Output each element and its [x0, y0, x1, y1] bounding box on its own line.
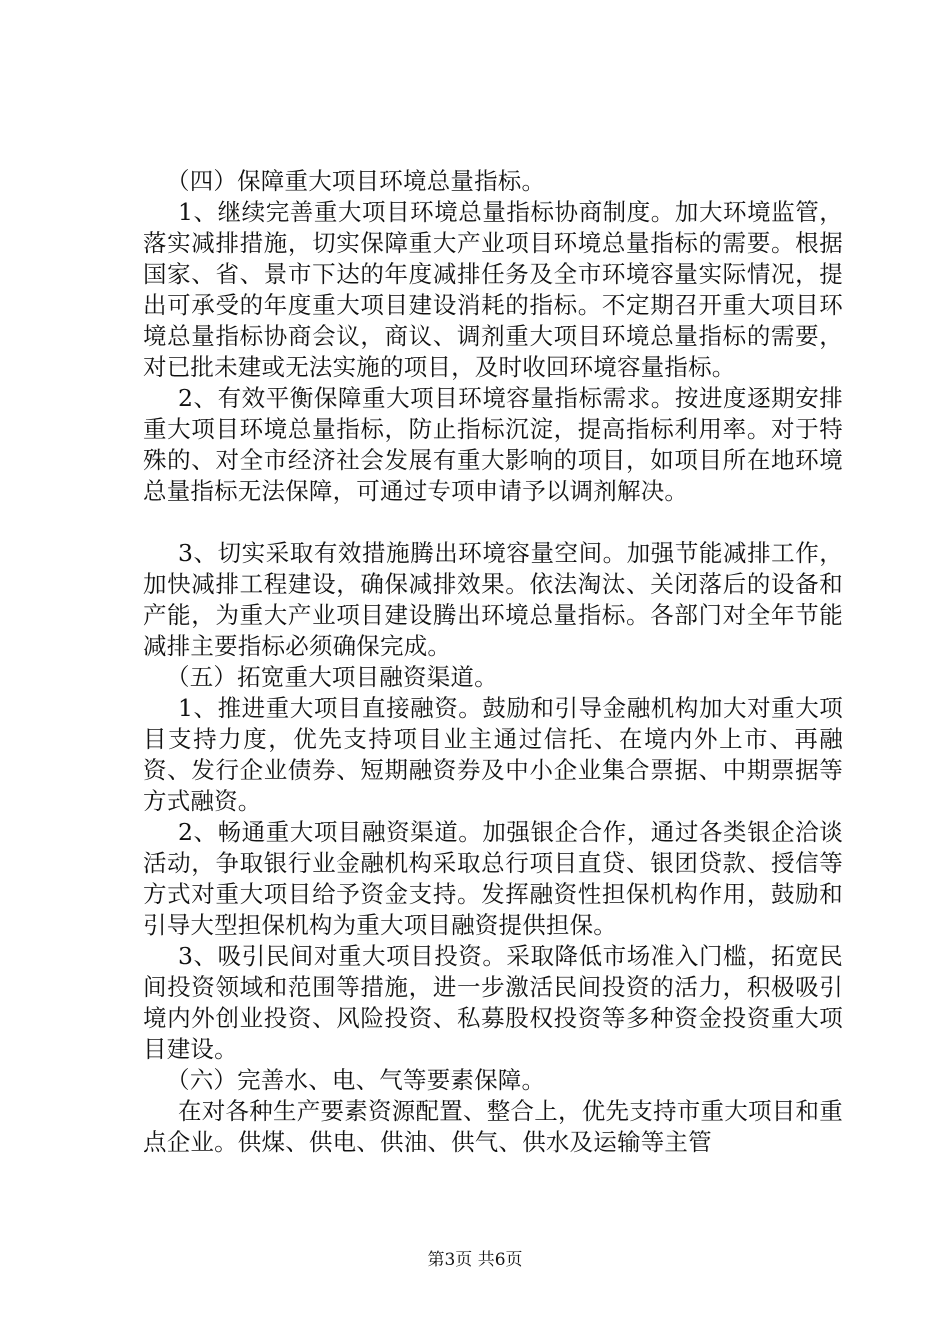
- page-number-footer: 第3页 共6页: [427, 1250, 523, 1270]
- paragraph-6-1: 在对各种生产要素资源配置、整合上，优先支持市重大项目和重点企业。供煤、供电、供油、供气、供水及运输等主管: [143, 1097, 843, 1156]
- section-heading-4: （四）保障重大项目环境总量指标。: [166, 167, 546, 195]
- section-heading-6: （六）完善水、电、气等要素保障。: [166, 1066, 546, 1094]
- paragraph-4-3: 3、切实采取有效措施腾出环境容量空间。加强节能减排工作，加快减排工程建设，确保减排效果。依法淘汰、关闭落后的设备和产能，为重大产业项目建设腾出环境总量指标。各部门对全年节能减排主要指标必须确保完成。: [143, 539, 843, 660]
- document-body: [143, 166, 843, 1158]
- paragraph-5-3: 3、吸引民间对重大项目投资。采取降低市场准入门槛，拓宽民间投资领域和范围等措施，进一步激活民间投资的活力，积极吸引境内外创业投资、风险投资、私募股权投资等多种资金投资重大项目建设。: [143, 942, 843, 1063]
- paragraph-5-2: 2、畅通重大项目融资渠道。加强银企合作，通过各类银企洽谈活动，争取银行业金融机构采取总行项目直贷、银团贷款、授信等方式对重大项目给予资金支持。发挥融资性担保机构作用，鼓励和引导大型担保机构为重大项目融资提供担保。: [143, 818, 843, 939]
- paragraph-4-1: 1、继续完善重大项目环境总量指标协商制度。加大环境监管，落实减排措施，切实保障重大产业项目环境总量指标的需要。根据国家、省、景市下达的年度减排任务及全市环境容量实际情况，提出可承受的年度重大项目建设消耗的指标。不定期召开重大项目环境总量指标协商会议，商议、调剂重大项目环境总量指标的需要，对已批未建或无法实施的项目，及时收回环境容量指标。: [143, 198, 843, 381]
- section-heading-5: （五）拓宽重大项目融资渠道。: [166, 663, 498, 691]
- paragraph-4-2: 2、有效平衡保障重大项目环境容量指标需求。按进度逐期安排重大项目环境总量指标，防止指标沉淀，提高指标利用率。对于特殊的、对全市经济社会发展有重大影响的项目，如项目所在地环境总量指标无法保障，可通过专项申请予以调剂解决。: [143, 384, 843, 505]
- paragraph-5-1: 1、推进重大项目直接融资。鼓励和引导金融机构加大对重大项目支持力度，优先支持项目业主通过信托、在境内外上市、再融资、发行企业债券、短期融资券及中小企业集合票据、中期票据等方式融资。: [143, 694, 843, 815]
